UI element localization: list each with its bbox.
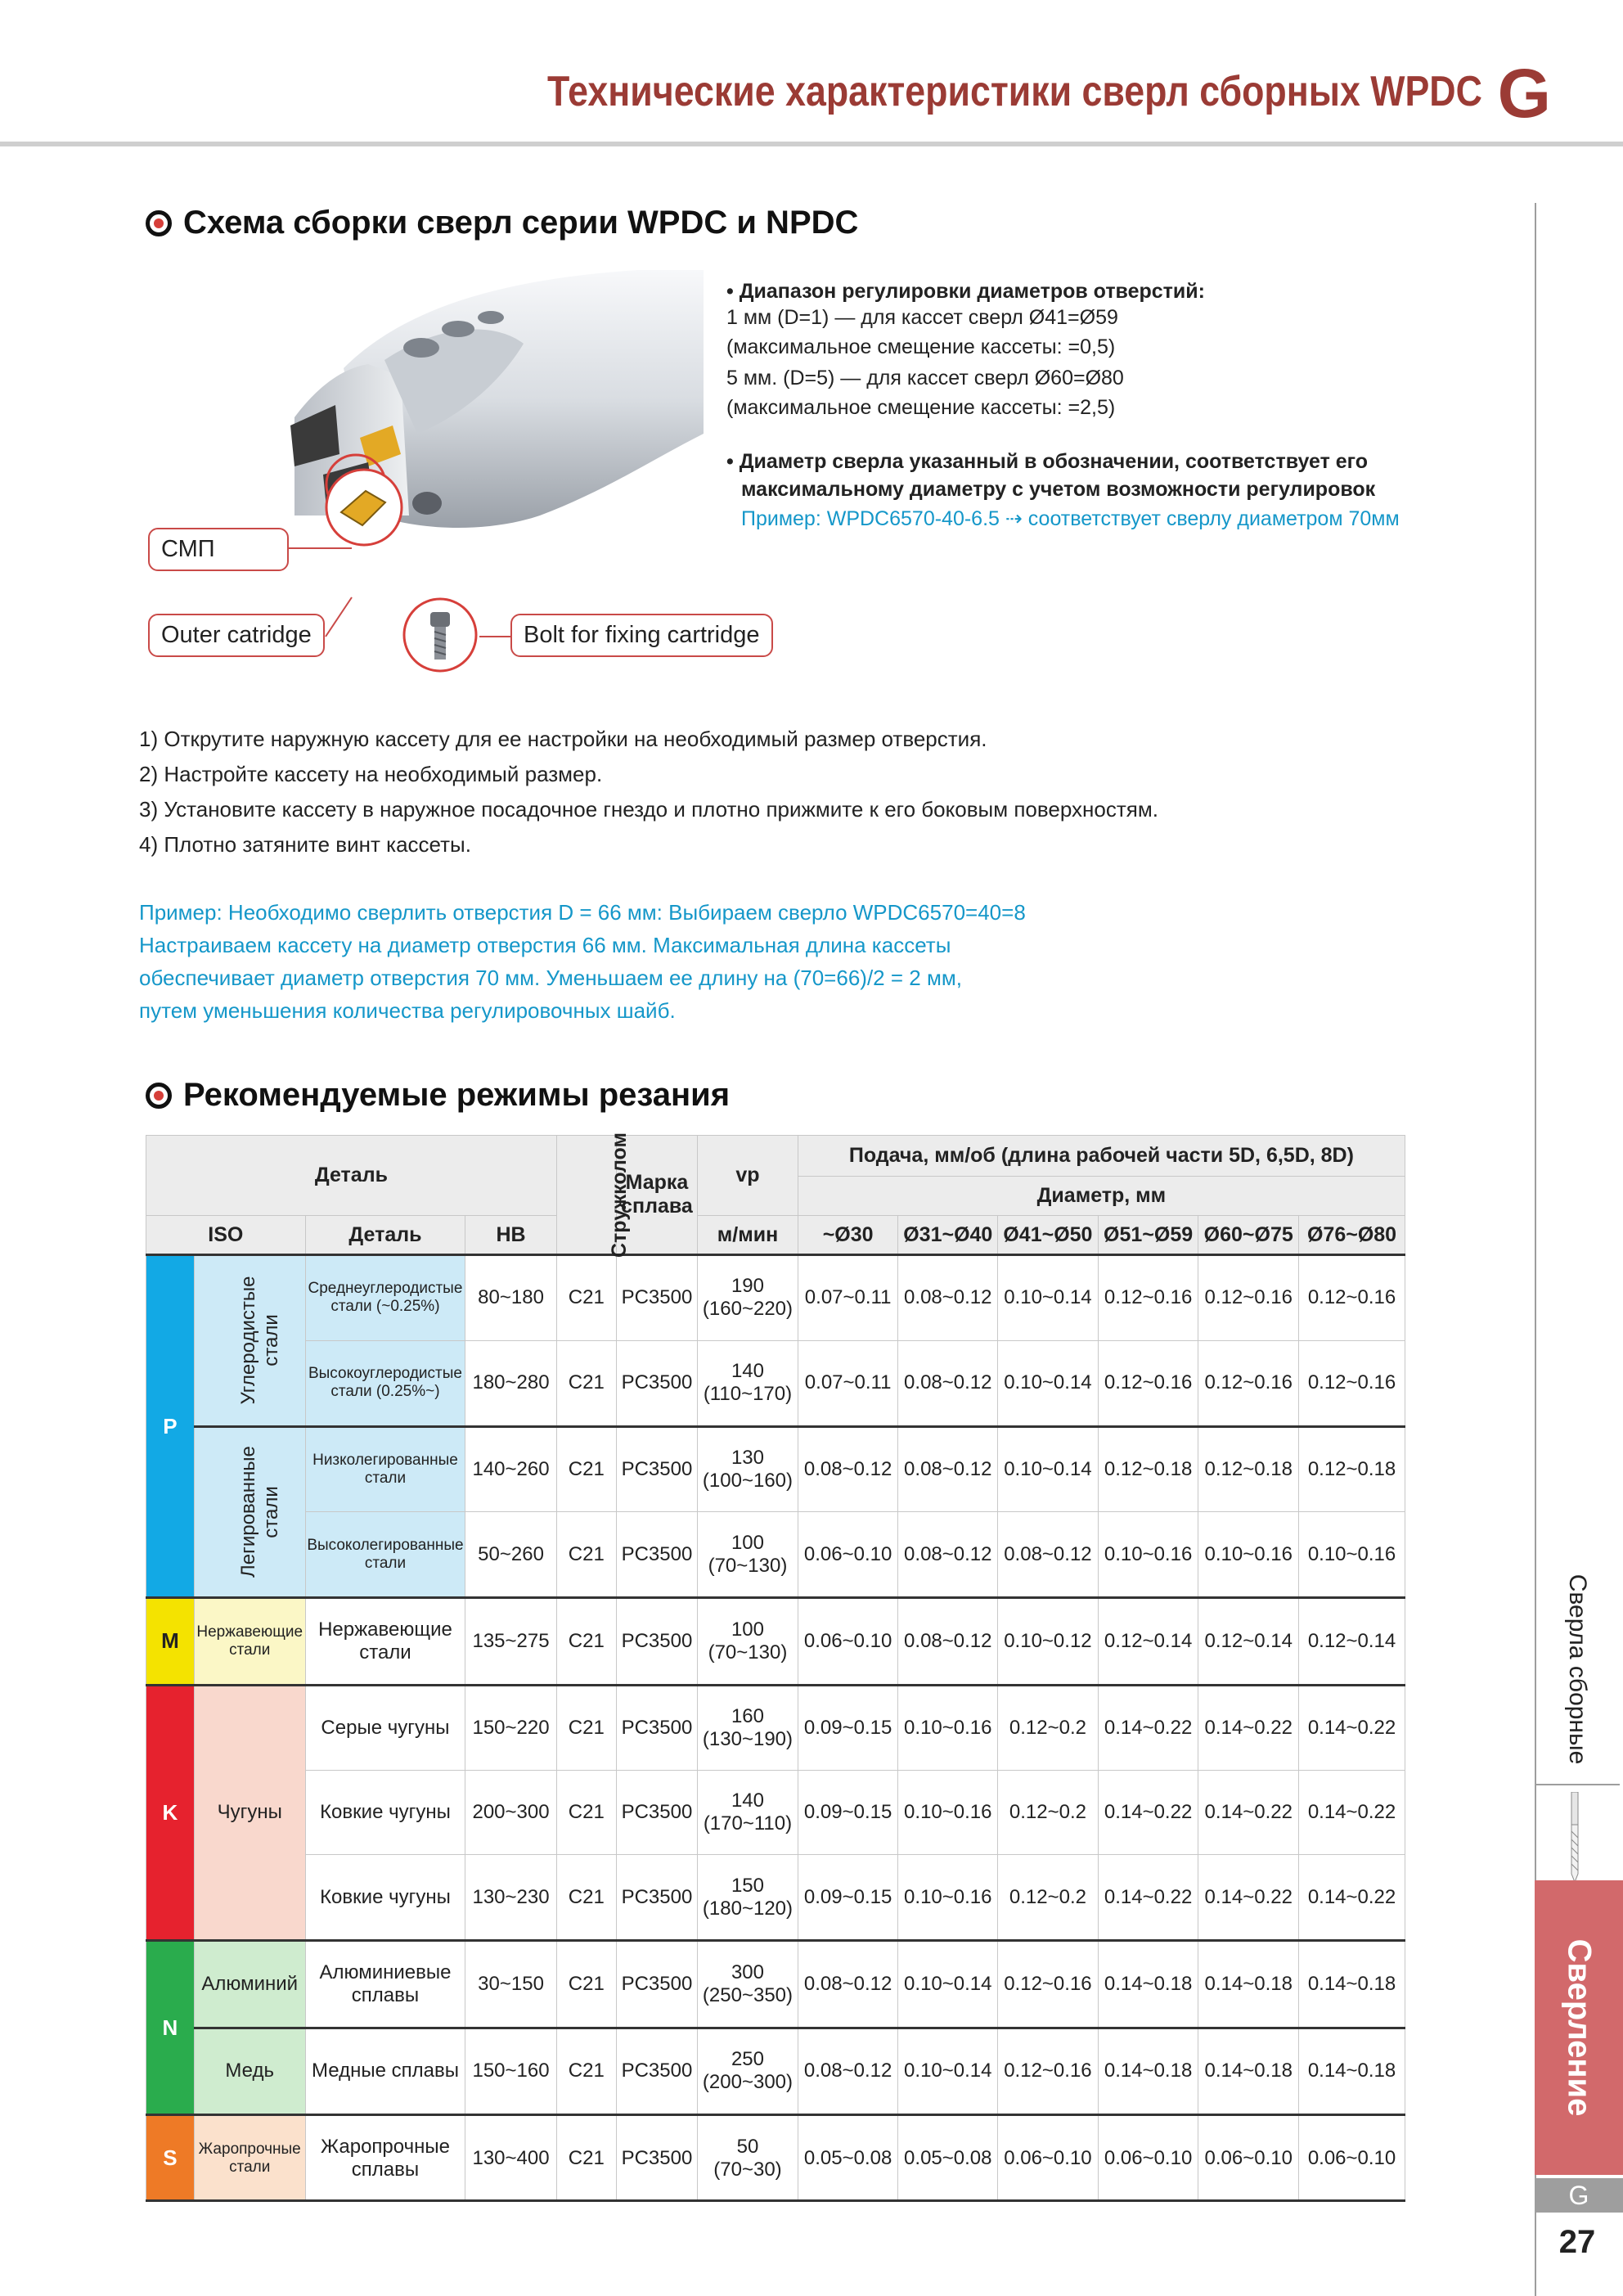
row-vp-range: (170~110): [703, 1812, 793, 1835]
row-vp-range: (180~120): [702, 1897, 794, 1920]
sub-copper: Медь: [194, 2028, 305, 2115]
row-f2: 0.12~0.16: [998, 2028, 1099, 2115]
section-heading-cutting-text: Рекомендуемые режимы резания: [183, 1077, 731, 1113]
section-bullet-icon: [146, 210, 172, 236]
table-row: [146, 1855, 1405, 1941]
row-vp-value: 250: [731, 2048, 764, 2071]
row-vp: [698, 1855, 798, 1941]
row-f5: 0.10~0.16: [1299, 1512, 1405, 1598]
row-vp-range: (70~30): [713, 2158, 782, 2181]
th-feed: Подача, мм/об (длина рабочей части 5D, 6,5D, 8D): [798, 1136, 1405, 1177]
row-chip: C21: [556, 1255, 616, 1341]
row-f1: 0.08~0.12: [898, 1340, 998, 1426]
th-d1: Ø31~Ø40: [898, 1216, 998, 1255]
rail-section-label-text: Сверла сборные: [1564, 1573, 1591, 1765]
sub-aluminium: Алюминий: [194, 1941, 305, 2028]
row-vp: [698, 1426, 798, 1512]
row-f1: 0.10~0.16: [898, 1855, 998, 1941]
row-f4: 0.12~0.18: [1198, 1426, 1299, 1512]
th-vp: vp: [698, 1136, 798, 1216]
table-row: [146, 1941, 1405, 2028]
th-d2: Ø41~Ø50: [998, 1216, 1099, 1255]
step-4: 4) Плотно затяните винт кассеты.: [139, 832, 471, 857]
row-vp: [698, 1941, 798, 2028]
row-f0: 0.06~0.10: [798, 1598, 898, 1686]
note-line-4: 5 мм. (D=5) — для кассет сверл Ø60=Ø80: [726, 367, 1124, 389]
row-vp-value: 130: [731, 1446, 764, 1469]
row-detail: Алюминиевые сплавы: [305, 1941, 465, 2028]
row-f5: 0.12~0.16: [1299, 1340, 1405, 1426]
row-f0: 0.09~0.15: [798, 1855, 898, 1941]
th-detail: Деталь: [146, 1136, 557, 1216]
row-hb: 30~150: [465, 1941, 557, 2028]
row-vp-range: (250~350): [702, 1983, 794, 2006]
callout-bolt: Bolt for fixing cartridge: [510, 614, 773, 657]
row-f0: 0.09~0.15: [798, 1771, 898, 1855]
page-title: Технические характеристики сверл сборных WPDC: [547, 68, 1482, 115]
row-f1: 0.10~0.14: [898, 1941, 998, 2028]
sub-cast: Чугуны: [194, 1685, 305, 1940]
row-chip: C21: [556, 1855, 616, 1941]
header-divider: [0, 142, 1623, 146]
row-vp-value: 100: [731, 1618, 764, 1641]
section-heading-assembly: [146, 205, 858, 241]
row-f5: 0.14~0.18: [1299, 1941, 1405, 2028]
row-f0: 0.08~0.12: [798, 1426, 898, 1512]
row-hb: 130~400: [465, 2115, 557, 2201]
row-grade: PC3500: [616, 1255, 697, 1341]
row-grade: PC3500: [616, 2115, 697, 2201]
row-hb: 130~230: [465, 1855, 557, 1941]
note-line-7: максимальному диаметру с учетом возможности регулировок: [741, 478, 1376, 501]
row-f4: 0.14~0.22: [1198, 1685, 1299, 1771]
callout-outer-cartridge: Outer catridge: [148, 614, 325, 657]
row-f4: 0.12~0.14: [1198, 1598, 1299, 1686]
row-vp: [698, 1685, 798, 1771]
page-number: 27: [1558, 2224, 1596, 2260]
row-vp-value: 300: [731, 1961, 764, 1983]
row-detail: Ковкие чугуны: [305, 1855, 465, 1941]
row-f0: 0.09~0.15: [798, 1685, 898, 1771]
row-detail: Жаропрочные сплавы: [305, 2115, 465, 2201]
row-f2: 0.08~0.12: [998, 1512, 1099, 1598]
row-grade: PC3500: [616, 1941, 697, 2028]
row-f2: 0.10~0.14: [998, 1426, 1099, 1512]
note-line-6: • Диаметр сверла указанный в обозначении, соответствует его: [726, 450, 1369, 473]
row-chip: C21: [556, 1426, 616, 1512]
sub-carbon-text: Углеродистые стали: [236, 1276, 282, 1405]
table-row: [146, 1512, 1405, 1598]
row-vp-range: (160~220): [702, 1298, 794, 1321]
table-row: [146, 2115, 1405, 2201]
iso-n: N: [146, 1941, 195, 2115]
row-f3: 0.14~0.22: [1098, 1685, 1198, 1771]
row-detail: Медные сплавы: [305, 2028, 465, 2115]
row-f0: 0.05~0.08: [798, 2115, 898, 2201]
bolt-image: [401, 596, 479, 674]
row-vp-range: (110~170): [703, 1383, 793, 1406]
row-grade: PC3500: [616, 1340, 697, 1426]
row-f3: 0.12~0.16: [1098, 1340, 1198, 1426]
row-f0: 0.08~0.12: [798, 1941, 898, 2028]
row-f4: 0.12~0.16: [1198, 1340, 1299, 1426]
row-chip: C21: [556, 1598, 616, 1686]
row-chip: C21: [556, 2115, 616, 2201]
row-vp: [698, 1512, 798, 1598]
row-vp-value: 190: [731, 1275, 764, 1298]
table-row: [146, 2028, 1405, 2115]
row-f5: 0.06~0.10: [1299, 2115, 1405, 2201]
row-detail: Среднеуглеродистые стали (~0.25%): [305, 1255, 465, 1341]
row-f3: 0.12~0.14: [1098, 1598, 1198, 1686]
example-line-4: путем уменьшения количества регулировочных шайб.: [139, 998, 676, 1023]
table-row: [146, 1426, 1405, 1512]
row-f5: 0.14~0.18: [1299, 2028, 1405, 2115]
row-f4: 0.14~0.22: [1198, 1855, 1299, 1941]
row-vp-value: 140: [731, 1790, 764, 1812]
section-heading-assembly-text: Схема сборки сверл серии WPDC и NPDC: [183, 205, 859, 241]
row-vp-value: 160: [731, 1704, 764, 1727]
mini-drill-icon: [1562, 1792, 1587, 1882]
sub-alloy-text: Легированные стали: [236, 1445, 282, 1578]
rail-chapter-tab-text: Сверление: [1561, 1938, 1598, 2117]
row-f3: 0.14~0.22: [1098, 1855, 1198, 1941]
step-1: 1) Открутите наружную кассету для ее настройки на необходимый размер отверстия.: [139, 727, 987, 751]
note-line-5: (максимальное смещение кассеты: =2,5): [726, 396, 1116, 419]
row-hb: 50~260: [465, 1512, 557, 1598]
rail-section-label: [1535, 1571, 1620, 1767]
iso-m: M: [146, 1598, 195, 1686]
row-hb: 80~180: [465, 1255, 557, 1341]
row-f4: 0.14~0.22: [1198, 1771, 1299, 1855]
th-chipbreaker: [556, 1132, 631, 1258]
table-row: [146, 1598, 1405, 1686]
row-vp-range: (70~130): [708, 1641, 788, 1663]
row-f1: 0.05~0.08: [898, 2115, 998, 2201]
row-f2: 0.10~0.14: [998, 1255, 1099, 1341]
row-f3: 0.14~0.18: [1098, 2028, 1198, 2115]
row-f5: 0.12~0.18: [1299, 1426, 1405, 1512]
row-f5: 0.14~0.22: [1299, 1855, 1405, 1941]
row-f1: 0.10~0.16: [898, 1771, 998, 1855]
row-hb: 200~300: [465, 1771, 557, 1855]
th-iso: ISO: [146, 1216, 306, 1255]
row-chip: C21: [556, 1512, 616, 1598]
row-grade: PC3500: [616, 1685, 697, 1771]
note-line-8: Пример: WPDC6570-40-6.5 ⇢ соответствует сверлу диаметром 70мм: [741, 507, 1400, 530]
th-chipbreaker-text: Стружколом: [607, 1132, 631, 1258]
row-vp: [698, 2115, 798, 2201]
leader-outer: [326, 597, 352, 637]
row-vp: [698, 1771, 798, 1855]
section-heading-cutting: [146, 1077, 730, 1114]
row-vp: [698, 1255, 798, 1341]
iso-p: P: [146, 1255, 195, 1598]
row-grade: PC3500: [616, 2028, 697, 2115]
table-row: [146, 1685, 1405, 1771]
example-line-2: Настраиваем кассету на диаметр отверстия 66 мм. Максимальная длина кассеты: [139, 933, 951, 957]
row-grade: PC3500: [616, 1426, 697, 1512]
rail-divider: [1535, 1784, 1620, 1785]
row-f5: 0.12~0.16: [1299, 1255, 1405, 1341]
th-unit: м/мин: [698, 1216, 798, 1255]
row-hb: 150~220: [465, 1685, 557, 1771]
th-hb: HB: [465, 1216, 557, 1255]
sub-carbon: [194, 1255, 305, 1427]
table-row: [146, 1771, 1405, 1855]
row-hb: 135~275: [465, 1598, 557, 1686]
row-f0: 0.07~0.11: [798, 1255, 898, 1341]
row-chip: C21: [556, 1685, 616, 1771]
sub-alloy: [194, 1426, 305, 1598]
example-line-1: Пример: Необходимо сверлить отверстия D = 66 мм: Выбираем сверло WPDC6570=40=8: [139, 900, 1026, 925]
row-vp-value: 140: [731, 1360, 764, 1383]
sub-heat: Жаропрочные стали: [194, 2115, 305, 2201]
cutting-table: [146, 1132, 1405, 2201]
row-vp: [698, 1340, 798, 1426]
note-line-2: 1 мм (D=1) — для кассет сверл Ø41=Ø59: [726, 306, 1118, 329]
table-row: [146, 1340, 1405, 1426]
row-f0: 0.07~0.11: [798, 1340, 898, 1426]
row-chip: C21: [556, 2028, 616, 2115]
step-2: 2) Настройте кассету на необходимый размер.: [139, 762, 603, 786]
row-f4: 0.14~0.18: [1198, 1941, 1299, 2028]
row-f3: 0.14~0.18: [1098, 1941, 1198, 2028]
rail-chapter-tab[interactable]: [1535, 1880, 1623, 2175]
row-f2: 0.10~0.12: [998, 1598, 1099, 1686]
row-f4: 0.12~0.16: [1198, 1255, 1299, 1341]
iso-k: K: [146, 1685, 195, 1940]
step-3: 3) Установите кассету в наружное посадочное гнездо и плотно прижмите к его боковым поверхностям.: [139, 797, 1158, 822]
row-f3: 0.06~0.10: [1098, 2115, 1198, 2201]
row-vp-range: (100~160): [702, 1469, 794, 1492]
row-chip: C21: [556, 1941, 616, 2028]
note-line-1: • Диапазон регулировки диаметров отверстий:: [726, 280, 1205, 303]
th-d0: ~Ø30: [798, 1216, 898, 1255]
row-chip: C21: [556, 1771, 616, 1855]
row-f5: 0.12~0.14: [1299, 1598, 1405, 1686]
row-vp-value: 50: [736, 2135, 759, 2158]
row-vp-range: (130~190): [702, 1727, 794, 1750]
row-chip: C21: [556, 1340, 616, 1426]
row-f2: 0.10~0.14: [998, 1340, 1099, 1426]
row-vp: [698, 2028, 798, 2115]
row-detail: Серые чугуны: [305, 1685, 465, 1771]
row-grade: PC3500: [616, 1855, 697, 1941]
callout-smp: СМП: [148, 528, 289, 571]
row-hb: 140~260: [465, 1426, 557, 1512]
example-line-3: обеспечивает диаметр отверстия 70 мм. Уменьшаем ее длину на (70=66)/2 = 2 мм,: [139, 966, 962, 990]
row-detail: Нержавеющие стали: [305, 1598, 465, 1686]
row-f1: 0.08~0.12: [898, 1426, 998, 1512]
table-row: [146, 1255, 1405, 1341]
row-f5: 0.14~0.22: [1299, 1771, 1405, 1855]
row-grade: PC3500: [616, 1771, 697, 1855]
sub-stainless: Нержавеющие стали: [194, 1598, 305, 1686]
row-vp-range: (70~130): [708, 1554, 788, 1577]
table-bottom-rule: [146, 2199, 1405, 2202]
row-f3: 0.12~0.18: [1098, 1426, 1198, 1512]
row-f3: 0.10~0.16: [1098, 1512, 1198, 1598]
th-d3: Ø51~Ø59: [1098, 1216, 1198, 1255]
row-f1: 0.08~0.12: [898, 1512, 998, 1598]
row-f2: 0.06~0.10: [998, 2115, 1099, 2201]
rail-chapter-letter: G: [1535, 2178, 1623, 2213]
row-f1: 0.10~0.14: [898, 2028, 998, 2115]
row-f1: 0.08~0.12: [898, 1255, 998, 1341]
row-f4: 0.14~0.18: [1198, 2028, 1299, 2115]
section-bullet-icon: [146, 1083, 172, 1109]
th-grade: Марка сплава: [616, 1136, 697, 1255]
row-detail: Низколегированные стали: [305, 1426, 465, 1512]
row-f0: 0.08~0.12: [798, 2028, 898, 2115]
iso-s: S: [146, 2115, 195, 2201]
chapter-letter: G: [1497, 55, 1551, 132]
row-f2: 0.12~0.2: [998, 1771, 1099, 1855]
row-vp-value: 150: [731, 1874, 764, 1897]
row-f2: 0.12~0.2: [998, 1685, 1099, 1771]
row-f2: 0.12~0.2: [998, 1855, 1099, 1941]
row-f5: 0.14~0.22: [1299, 1685, 1405, 1771]
row-grade: PC3500: [616, 1598, 697, 1686]
row-vp-value: 100: [731, 1531, 764, 1554]
row-f3: 0.14~0.22: [1098, 1771, 1198, 1855]
drill-body-image: [245, 270, 704, 597]
row-f4: 0.10~0.16: [1198, 1512, 1299, 1598]
row-grade: PC3500: [616, 1512, 697, 1598]
row-vp-range: (200~300): [702, 2071, 794, 2094]
th-diameter: Диаметр, мм: [798, 1177, 1405, 1216]
note-line-3: (максимальное смещение кассеты: =0,5): [726, 335, 1116, 358]
insert-image: [323, 466, 405, 548]
th-d5: Ø76~Ø80: [1299, 1216, 1405, 1255]
row-hb: 180~280: [465, 1340, 557, 1426]
row-f3: 0.12~0.16: [1098, 1255, 1198, 1341]
row-f4: 0.06~0.10: [1198, 2115, 1299, 2201]
row-f0: 0.06~0.10: [798, 1512, 898, 1598]
row-hb: 150~160: [465, 2028, 557, 2115]
th-d4: Ø60~Ø75: [1198, 1216, 1299, 1255]
row-f1: 0.08~0.12: [898, 1598, 998, 1686]
row-detail: Высокоуглеродистые стали (0.25%~): [305, 1340, 465, 1426]
row-vp: [698, 1598, 798, 1686]
row-detail: Ковкие чугуны: [305, 1771, 465, 1855]
th-detail-sub: Деталь: [305, 1216, 465, 1255]
row-detail: Высоколегированные стали: [305, 1512, 465, 1598]
row-f2: 0.12~0.16: [998, 1941, 1099, 2028]
row-f1: 0.10~0.16: [898, 1685, 998, 1771]
